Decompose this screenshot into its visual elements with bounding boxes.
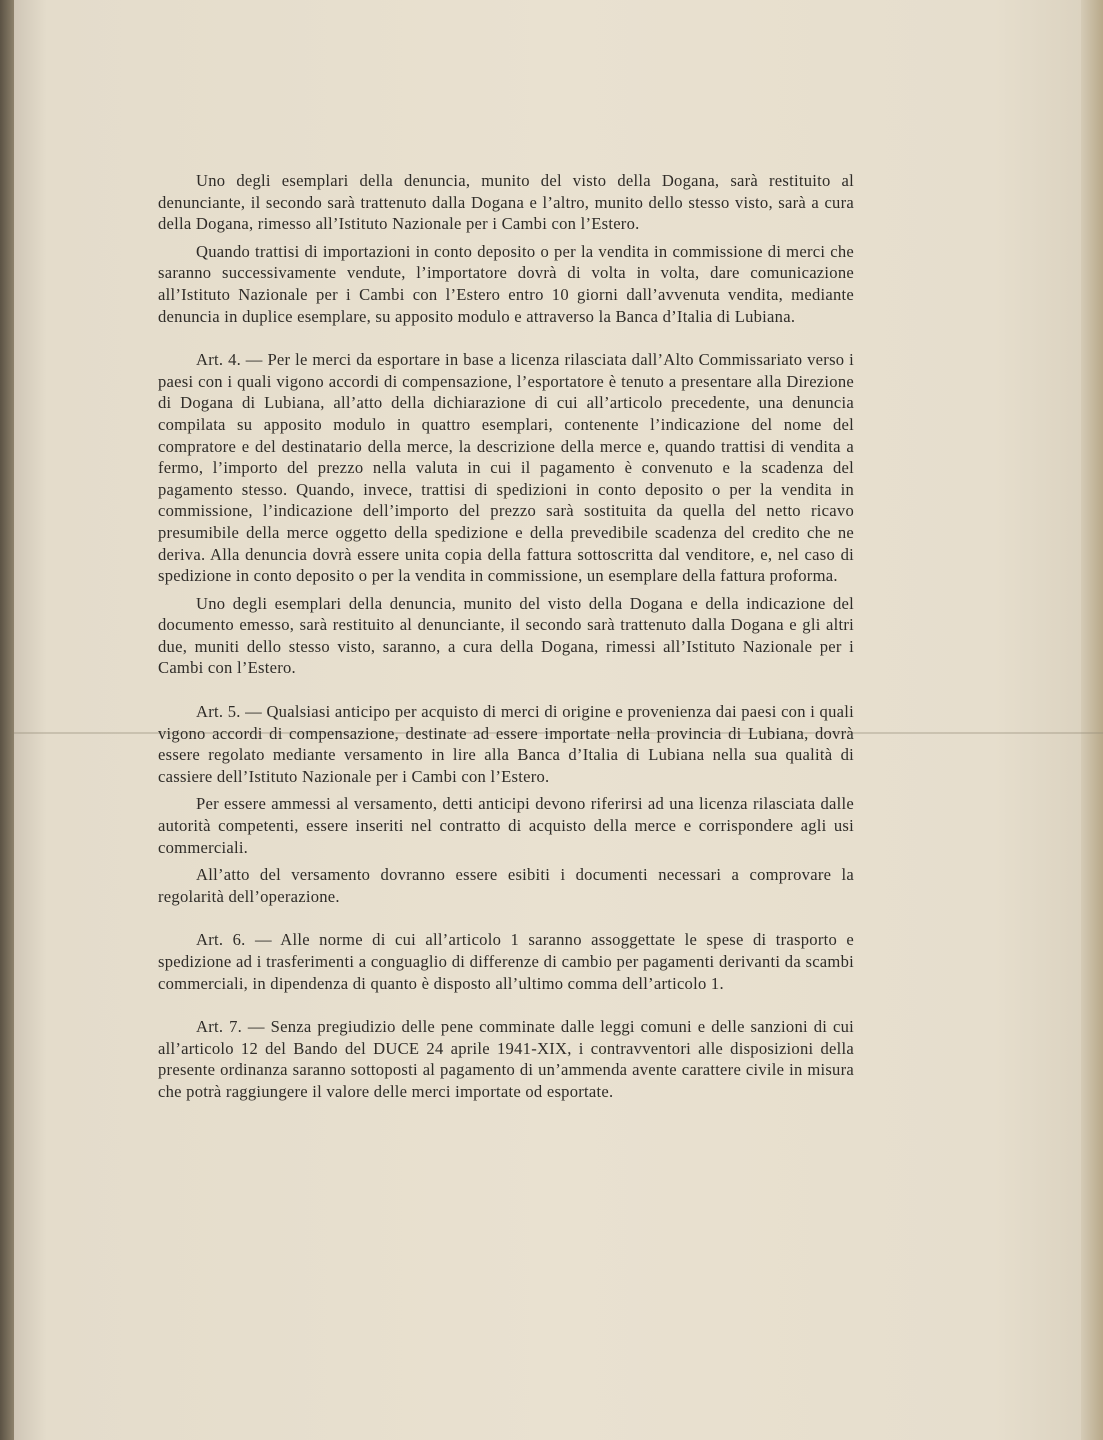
article-6: Art. 6. — Alle norme di cui all’articolo 1 saranno assoggettate le spese di trasporto e spedizione ad i trasferimenti a conguaglio di differenze di cambio per pagamenti derivanti da scambi commerciali, in dipendenza di quanto è disposto all’ultimo comma dell’articolo 1. <box>158 930 854 993</box>
article-7: Art. 7. — Senza pregiudizio delle pene comminate dalle leggi comuni e delle sanzioni di cui all’articolo 12 del Bando del DUCE 24 aprile 1941-XIX, i contravventori alle disposizioni della presente ordinanza saranno sottoposti al pagamento di un’ammenda avente carattere civile in misura che potrà raggiungere il valore delle merci importate od esportate. <box>158 1017 854 1101</box>
paper-right-edge <box>1081 0 1103 1440</box>
paragraph-ammessi-versamento: Per essere ammessi al versamento, detti anticipi devono riferirsi ad una licenza rilasciata dalle autorità competenti, essere inseriti nel contratto di acquisto della merce e corrispondere agli usi commerciali. <box>158 794 854 857</box>
document-body <box>158 170 854 1109</box>
paragraph-atto-versamento: All’atto del versamento dovranno essere esibiti i documenti necessari a comprovare la regolarità dell’operazione. <box>158 865 854 906</box>
article-4: Art. 4. — Per le merci da esportare in base a licenza rilasciata dall’Alto Commissariato verso i paesi con i quali vigono accordi di compensazione, l’esportatore è tenuto a presentare alla Direzione di Dogana di Lubiana, all’atto della dichiarazione di cui all’articolo precedente, una denuncia compilata su apposito modulo in quattro esemplari, contenente l’indicazione del nome del compratore e del destinatario della merce, la descrizione della merce e, quando trattisi di vendita a fermo, l’importo del prezzo nella valuta in cui il pagamento è convenuto e la scadenza del pagamento stesso. Quando, invece, trattisi di spedizioni in conto deposito o per la vendita in commissione, l’indicazione dell’importo del prezzo sarà sostituita da quella del netto ricavo presumibile della merce oggetto della spedizione e della prevedibile scadenza del credito che ne deriva. Alla denuncia dovrà essere unita copia della fattura sottoscritta dal venditore, e, nel caso di spedizione in conto deposito o per la vendita in commissione, un esemplare della fattura proforma. <box>158 350 854 586</box>
paragraph-esemplari-denuncia: Uno degli esemplari della denuncia, munito del visto della Dogana e della indicazione del documento emesso, sarà restituito al denunciante, il secondo sarà trattenuto dalla Dogana e gli altri due, muniti dello stesso visto, saranno, a cura della Dogana, rimessi all’Istituto Nazionale per i Cambi con l’Estero. <box>158 593 854 678</box>
binding-edge <box>0 0 14 1440</box>
paragraph-visto-dogana: Uno degli esemplari della denuncia, munito del visto della Dogana, sarà restituito al denunciante, il secondo sarà trattenuto dalla Dogana e l’altro, munito dello stesso visto, sarà a cura della Dogana, rimesso all’Istituto Nazionale per i Cambi con l’Estero. <box>158 171 854 234</box>
paragraph-importazioni-conto-deposito: Quando trattisi di importazioni in conto deposito o per la vendita in commissione di merci che saranno successivamente vendute, l’importatore dovrà di volta in volta, dare comunicazione all’Istituto Nazionale per i Cambi con l’Estero entro 10 giorni dall’avvenuta vendita, mediante denuncia in duplice esemplare, su apposito modulo e attraverso la Banca d’Italia di Lubiana. <box>158 241 854 326</box>
article-5: Art. 5. — Qualsiasi anticipo per acquisto di merci di origine e provenienza dai paesi con i quali vigono accordi di compensazione, destinate ad essere importate nella provincia di Lubiana, dovrà essere regolato mediante versamento in lire alla Banca d’Italia di Lubiana nella sua qualità di cassiere dell’Istituto Nazionale per i Cambi con l’Estero. <box>158 702 854 786</box>
